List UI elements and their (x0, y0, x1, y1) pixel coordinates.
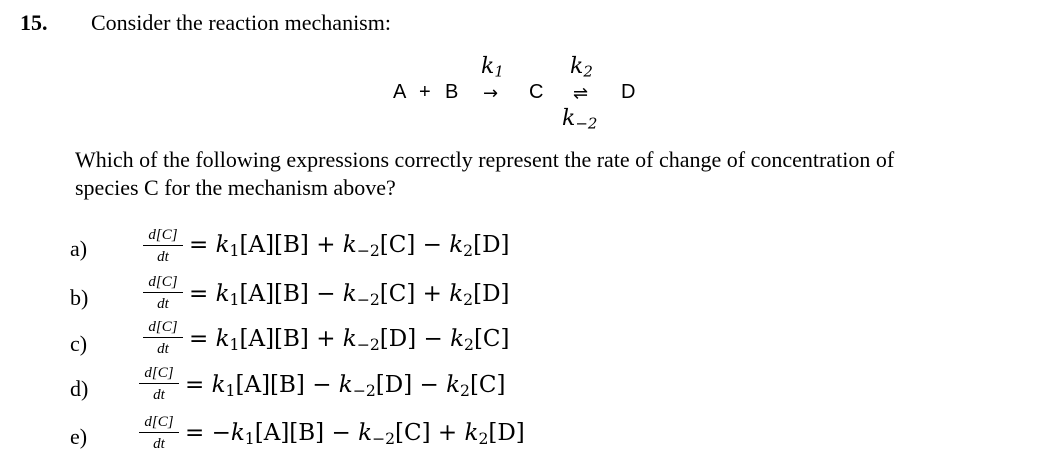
question-text-line-2: species C for the mechanism above? (75, 175, 396, 200)
k1-rate-constant: $k_1$ (481, 54, 504, 81)
option-a-fraction: d[C] dt (143, 226, 183, 266)
question-number: 15. (20, 10, 48, 35)
option-a-label[interactable]: a) (70, 236, 88, 261)
option-c-label[interactable]: c) (70, 331, 88, 356)
option-d-label[interactable]: d) (70, 376, 89, 401)
option-b-expression: = $k_1[A][B] - k_{-2}[C] + k_2[D]$ (189, 281, 510, 309)
species-c: C (529, 81, 544, 103)
species-a: A (393, 81, 407, 103)
k-minus2-rate-constant: $k_{-2}$ (562, 106, 598, 133)
option-b-label[interactable]: b) (70, 285, 89, 310)
option-c-expression: = $k_1[A][B] + k_{-2}[D] - k_2[C]$ (189, 326, 510, 354)
option-e-fraction: d[C] dt (139, 413, 179, 453)
species-b: B (445, 81, 459, 103)
option-a-expression: = $k_1[A][B] + k_{-2}[C] - k_2[D]$ (189, 232, 510, 260)
plus-sign: + (419, 81, 431, 103)
option-d-expression: = $k_1[A][B] - k_{-2}[D] - k_2[C]$ (185, 372, 506, 400)
option-b-fraction: d[C] dt (143, 273, 183, 313)
option-e-expression: = $-k_1[A][B] - k_{-2}[C] + k_2[D]$ (185, 420, 525, 448)
option-c-fraction: d[C] dt (143, 318, 183, 358)
question-text-line-1: Which of the following expressions correctly represent the rate of change of concentration of (75, 147, 895, 172)
equilibrium-arrow: ⇌ (573, 83, 589, 104)
species-d: D (621, 81, 636, 103)
k2-rate-constant: $k_2$ (570, 54, 593, 81)
forward-arrow: → (483, 83, 499, 104)
option-d-fraction: d[C] dt (139, 364, 179, 404)
question-prompt: Consider the reaction mechanism: (91, 10, 391, 35)
option-e-label[interactable]: e) (70, 424, 88, 449)
